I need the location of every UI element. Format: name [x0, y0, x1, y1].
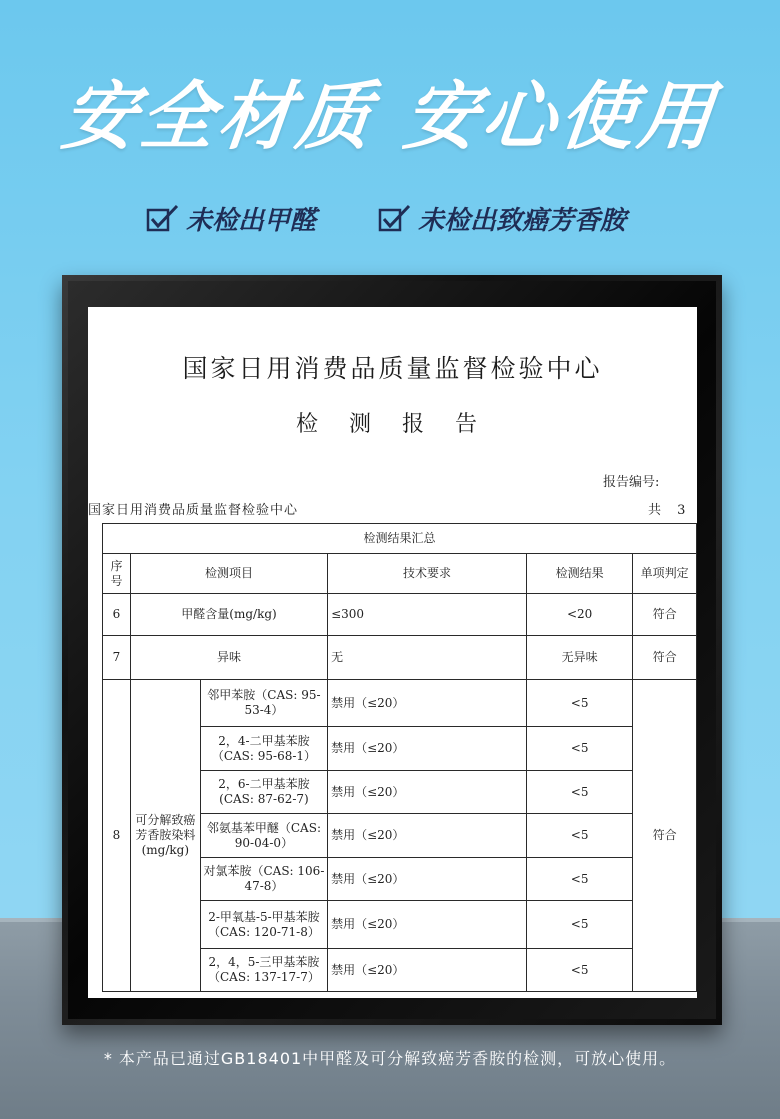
results-table [102, 523, 697, 992]
report-subtitle: 检 测 报 告 [296, 412, 489, 437]
sub-req: 禁用（≤20） [328, 814, 527, 858]
sub-item: 对氯苯胺（CAS: 106-47-8） [200, 858, 327, 901]
table-row [103, 636, 697, 680]
sub-result: <5 [526, 771, 632, 814]
check-item-amines [378, 200, 626, 237]
sub-result: <5 [526, 901, 632, 949]
sub-req: 禁用（≤20） [328, 901, 527, 949]
header-result: 检测结果 [526, 554, 632, 594]
sub-req: 禁用（≤20） [328, 949, 527, 992]
sub-result: <5 [526, 858, 632, 901]
header-item: 检测项目 [130, 554, 327, 594]
sub-req: 禁用（≤20） [328, 727, 527, 771]
test-report-document [88, 307, 697, 998]
sub-item: 邻氨基苯甲醚（CAS: 90-04-0） [200, 814, 327, 858]
row-judge: 符合 [633, 594, 697, 636]
check-item-formaldehyde [146, 200, 316, 237]
table-row [103, 594, 697, 636]
row-req: 无 [328, 636, 527, 680]
header-judge: 单项判定 [633, 554, 697, 594]
sub-result: <5 [526, 814, 632, 858]
sub-item: 2，4，5-三甲基苯胺（CAS: 137-17-7） [200, 949, 327, 992]
table-title: 检测结果汇总 [103, 524, 697, 554]
check-label: 未检出甲醛 [186, 206, 317, 236]
footnote: * 本产品已通过GB18401中甲醛及可分解致癌芳香胺的检测，可放心使用。 [103, 1049, 677, 1068]
row-item: 异味 [130, 636, 327, 680]
checkbox-checked-icon [146, 204, 180, 234]
table-row [103, 680, 697, 727]
sub-req: 禁用（≤20） [328, 680, 527, 727]
row-judge: 符合 [633, 636, 697, 680]
table-title-row [103, 524, 697, 554]
sub-result: <5 [526, 949, 632, 992]
row-no: 6 [103, 594, 131, 636]
row-item: 甲醛含量(mg/kg) [130, 594, 327, 636]
headline: 安全材质 安心使用 [57, 74, 721, 160]
sub-item: 2-甲氧基-5-甲基苯胺（CAS: 120-71-8） [200, 901, 327, 949]
table-header-row [103, 554, 697, 594]
report-pages: 共 3 [648, 503, 692, 518]
report-title: 国家日用消费品质量监督检验中心 [182, 354, 603, 383]
report-org-line: 国家日用消费品质量监督检验中心 [88, 503, 299, 518]
header-no: 序号 [103, 554, 131, 594]
checkbox-checked-icon [378, 204, 412, 234]
sub-item: 2，6-二甲基苯胺(CAS: 87-62-7) [200, 771, 327, 814]
check-label: 未检出致癌芳香胺 [418, 206, 627, 236]
report-number-label: 报告编号: [603, 475, 660, 490]
sub-result: <5 [526, 680, 632, 727]
sub-req: 禁用（≤20） [328, 858, 527, 901]
row-result: 无异味 [526, 636, 632, 680]
header-req: 技术要求 [328, 554, 527, 594]
sub-item: 邻甲苯胺（CAS: 95-53-4） [200, 680, 327, 727]
row-judge: 符合 [633, 680, 697, 992]
row-no: 7 [103, 636, 131, 680]
sub-req: 禁用（≤20） [328, 771, 527, 814]
row-result: <20 [526, 594, 632, 636]
check-badges [0, 200, 780, 240]
sub-result: <5 [526, 727, 632, 771]
sub-item: 2，4-二甲基苯胺（CAS: 95-68-1） [200, 727, 327, 771]
row-group: 可分解致癌芳香胺染料(mg/kg) [130, 680, 200, 992]
row-no: 8 [103, 680, 131, 992]
row-req: ≤300 [328, 594, 527, 636]
